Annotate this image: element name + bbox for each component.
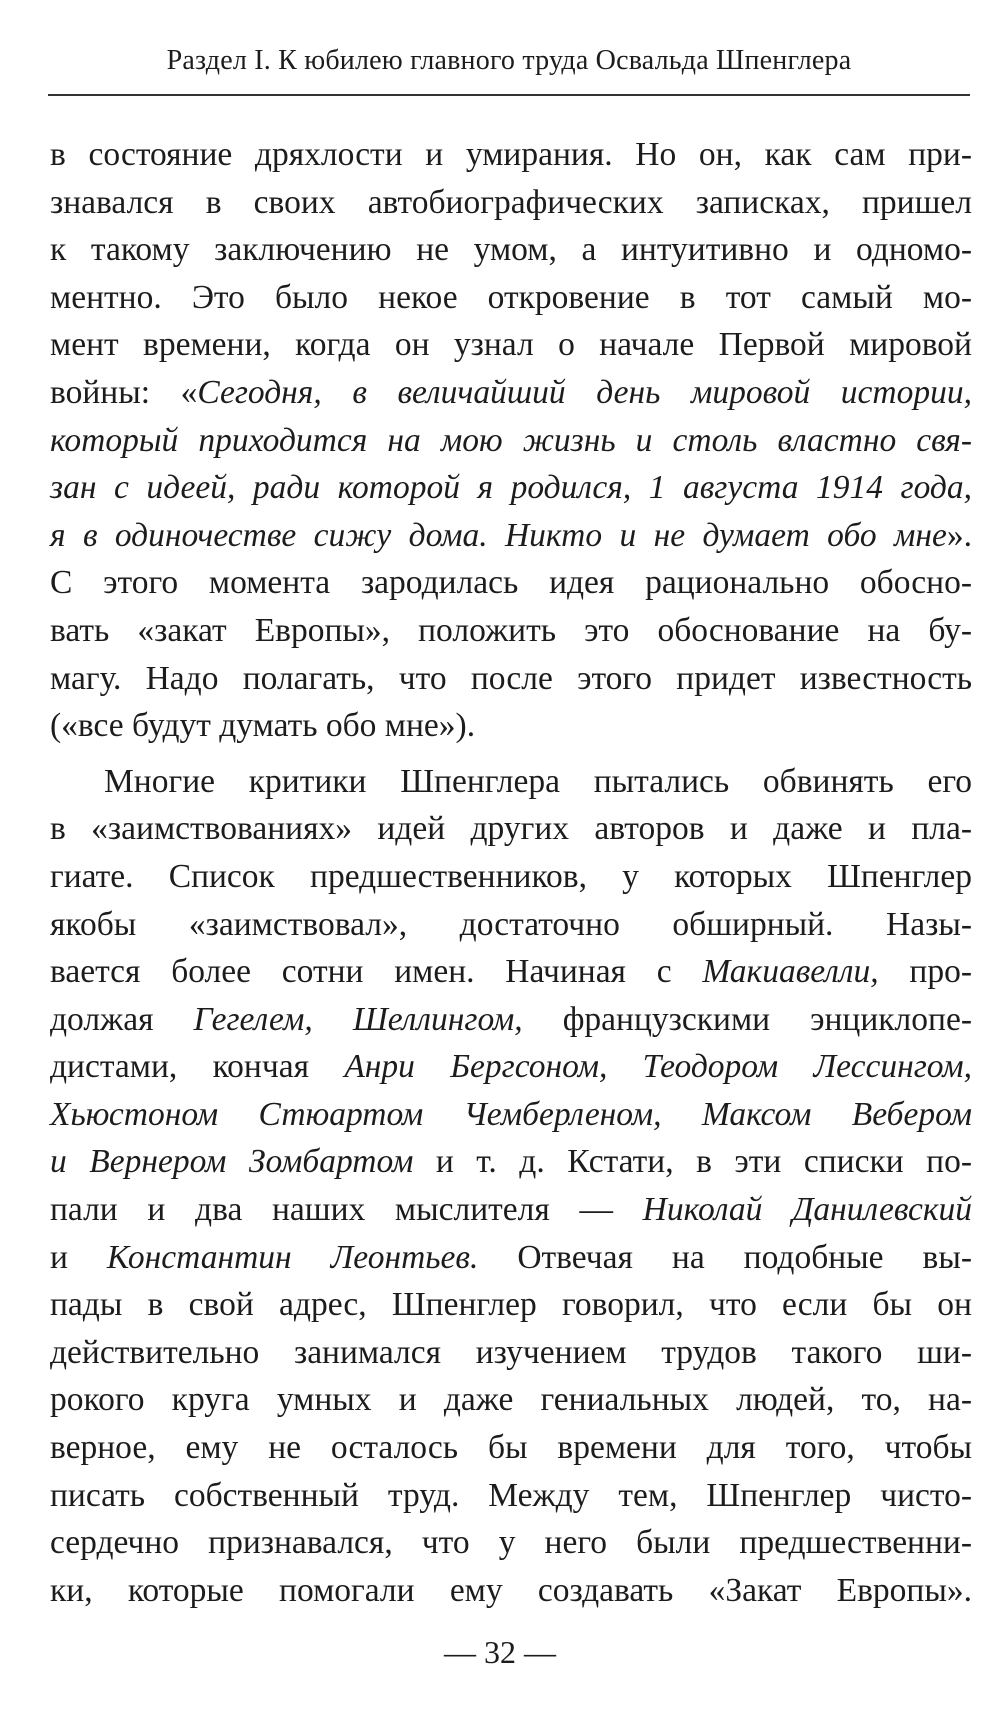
text-line: в «заимствованиях» идей других авторов и даже и пла- [50,810,972,848]
text-run: пали и два наших мыслителя — [50,1191,643,1229]
text-line: к такому заключению не умом, а интуитивно и одномо- [50,231,972,269]
text-line [50,1186,972,1234]
text-line: пады в свой адрес, Шпенглер говорил, что если бы он [50,1286,972,1324]
header-rule [48,94,970,96]
text-line: знавался в своих автобиографических записках, пришел [50,183,972,221]
text-line [50,1043,972,1091]
text-line [50,1091,972,1139]
text-run: дистами, кончая [50,1048,345,1086]
paragraph [50,131,972,750]
text-run: ». [946,516,972,554]
name-italic: Гегелем, Шеллингом, [193,1000,523,1038]
text-line [50,948,972,996]
text-line: («все будут думать обо мне»). [50,707,476,745]
text-run: вается более сотни имен. Начиная с [50,953,703,991]
name-italic: Хьюстоном Стюартом Чемберленом, Максом Вебером [50,1095,972,1133]
text-line [50,464,972,512]
text-run: французскими энциклопе- [522,1000,972,1038]
name-italic: Анри Бергсоном, Теодором Лессингом, [344,1048,972,1086]
paragraph-gap [50,750,972,758]
text-run: и [50,1238,107,1276]
text-line: верное, ему не осталось бы времени для того, чтобы [50,1429,972,1467]
name-italic: Константин Леонтьев. [106,1238,479,1276]
text-line: Многие критики Шпенглера пытались обвинять его [104,762,972,800]
body-text [50,131,972,1614]
text-line [50,1234,972,1282]
text-run: и т. д. Кстати, в эти списки по- [413,1143,972,1181]
text-run: про- [878,953,972,991]
text-line: ки, которые помогали ему создавать «Закат Европы». [50,1571,972,1609]
text-line [50,512,972,560]
text-line: гиате. Список предшественников, у которых Шпенглер [50,857,972,895]
text-line: в состояние дряхлости и умирания. Но он, как сам при- [50,136,972,173]
text-run: должая [50,1000,194,1038]
text-line: сердечно признавался, что у него были предшественни- [50,1524,972,1562]
text-line: магу. Надо полагать, что после этого придет известность [50,659,972,697]
text-line: мент времени, когда он узнал о начале Первой мировой [50,326,972,364]
text-line: вать «закат Европы», положить это обоснование на бу- [50,611,972,649]
quote-italic: который приходится на мою жизнь и столь властно свя- [50,421,972,459]
text-line [50,996,972,1044]
quote-italic: зан с идеей, ради которой я родился, 1 августа 1914 года, [50,469,972,507]
text-line [50,417,972,465]
name-italic: Макиавелли, [702,953,879,991]
text-line [50,369,972,417]
text-line: ментно. Это было некое откровение в тот самый мо- [50,278,972,316]
name-italic: Николай Данилевский [642,1191,972,1229]
text-line: С этого момента зародилась идея рационально обосно- [50,564,972,602]
text-line: рокого круга умных и даже гениальных людей, то, на- [50,1381,972,1419]
text-run: войны: « [50,373,198,411]
text-line [50,1138,972,1186]
text-line: действительно занимался изучением трудов такого ши- [50,1333,972,1371]
quote-italic: Сегодня, в величайший день мировой истории, [197,373,972,411]
name-italic: и Вернером Зомбартом [50,1143,414,1181]
paragraph [50,758,972,1615]
page-number: — 32 — [444,1634,556,1670]
text-line: писать собственный труд. Между тем, Шпенглер чисто- [50,1476,972,1514]
text-run: Отвечая на подобные вы- [478,1238,972,1276]
running-head: Раздел I. К юбилею главного труда Освальда Шпенглера [166,45,852,76]
quote-italic: я в одиночестве сижу дома. Никто и не думает обо мне [50,516,947,554]
text-line: якобы «заимствовал», достаточно обширный. Назы- [50,905,972,943]
